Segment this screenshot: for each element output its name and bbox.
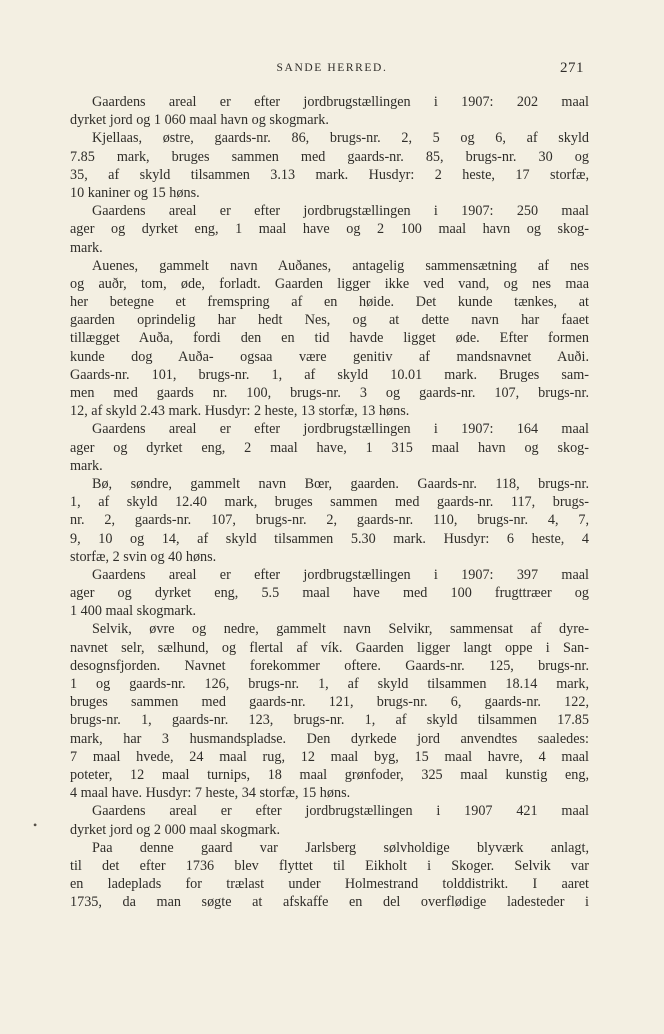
text-line: Gaardens areal er efter jordbrugstællingen i 1907: 164 maal bbox=[92, 421, 589, 438]
text-line: gaarden oprindelig har hedt Nes, og at dette navn har faaet bbox=[70, 312, 589, 329]
text-line: Kjellaas, østre, gaards-nr. 86, brugs-nr. 2, 5 og 6, af skyld bbox=[92, 130, 589, 147]
text-line: ager og dyrket eng, 1 maal have og 2 100 maal havn og skog- bbox=[70, 221, 589, 238]
text-line: dyrket jord og 2 000 maal skogmark. bbox=[70, 821, 281, 838]
text-line: mark, har 3 husmandspladse. Den dyrkede jord anvendtes saaledes: bbox=[70, 730, 589, 747]
text-line: brugs-nr. 1, gaards-nr. 123, brugs-nr. 1, af skyld tilsammen 17.85 bbox=[70, 712, 589, 729]
text-line: Auenes, gammelt navn Auðanes, antagelig sammensætning af nes bbox=[92, 257, 589, 274]
text-line: 12, af skyld 2.43 mark. Husdyr: 2 heste, 13 storfæ, 13 høns. bbox=[70, 403, 410, 420]
text-line: Bø, søndre, gammelt navn Bœr, gaarden. Gaards-nr. 118, brugs-nr. bbox=[92, 475, 589, 492]
text-line: 4 maal have. Husdyr: 7 heste, 34 storfæ, 15 høns. bbox=[70, 785, 351, 802]
text-line: 1 400 maal skogmark. bbox=[70, 603, 197, 620]
text-line: 7 maal hvede, 24 maal rug, 12 maal byg, 15 maal havre, 4 maal bbox=[70, 748, 589, 765]
text-line: Gaardens areal er efter jordbrugstællingen i 1907: 397 maal bbox=[92, 566, 589, 583]
text-line: Gaards-nr. 101, brugs-nr. 1, af skyld 10.01 mark. Bruges sam- bbox=[70, 366, 589, 383]
text-line: Selvik, øvre og nedre, gammelt navn Selvikr, sammensat af dyre- bbox=[92, 621, 589, 638]
text-line: Paa denne gaard var Jarlsberg sølvholdige blyværk anlagt, bbox=[92, 839, 589, 856]
page-number: 271 bbox=[560, 60, 584, 76]
text-line: ager og dyrket eng, 2 maal have, 1 315 maal havn og skog- bbox=[70, 439, 589, 456]
text-line: dyrket jord og 1 060 maal havn og skogmark. bbox=[70, 112, 329, 129]
text-line: Gaardens areal er efter jordbrugstællingen i 1907: 250 maal bbox=[92, 203, 589, 220]
text-line: og auðr, tom, øde, forladt. Gaarden ligger ikke ved vand, og nes maa bbox=[70, 275, 589, 292]
running-head bbox=[0, 60, 664, 80]
text-line: poteter, 12 maal turnips, 18 maal grønfoder, 325 maal kunstig eng, bbox=[70, 766, 589, 783]
text-line: 35, af skyld tilsammen 3.13 mark. Husdyr: 2 heste, 17 storfæ, bbox=[70, 166, 589, 183]
running-title: SANDE HERRED. bbox=[276, 62, 388, 74]
text-line: 1 og gaards-nr. 126, brugs-nr. 1, af skyld tilsammen 18.14 mark, bbox=[70, 676, 589, 692]
text-line: storfæ, 2 svin og 40 høns. bbox=[70, 548, 217, 565]
text-line: en ladeplads for trælast under Holmestrand tolddistrikt. I aaret bbox=[70, 876, 589, 893]
text-line: desognsfjorden. Navnet forekommer oftere. Gaards-nr. 125, brugs-nr. bbox=[70, 657, 589, 674]
text-line: ager og dyrket eng, 5.5 maal have med 100 frugttræer og bbox=[70, 585, 589, 602]
text-line: 7.85 mark, bruges sammen med gaards-nr. 85, brugs-nr. 30 og bbox=[70, 148, 589, 165]
text-line: 10 kaniner og 15 høns. bbox=[70, 184, 200, 201]
body-text bbox=[70, 93, 589, 911]
margin-mark: • bbox=[33, 818, 38, 832]
text-line: 1735, da man søgte at afskaffe en del overflødige ladesteder i bbox=[70, 894, 589, 911]
text-line: men med gaards nr. 100, brugs-nr. 3 og gaards-nr. 107, brugs-nr. bbox=[70, 385, 589, 401]
text-line: til det efter 1736 blev flyttet til Eikholt i Skoger. Selvik var bbox=[70, 857, 589, 874]
text-line: Gaardens areal er efter jordbrugstællingen i 1907 421 maal bbox=[92, 803, 589, 820]
text-line: kunde dog Auða- ogsaa være genitiv af mandsnavnet Auði. bbox=[70, 348, 589, 365]
text-line: tillægget Auða, fordi den en tid havde ligget øde. Efter formen bbox=[70, 330, 589, 347]
text-line: navnet selr, sælhund, og flertal af vík. Gaarden ligger langt oppe i San- bbox=[70, 639, 589, 656]
text-line: bruges sammen med gaards-nr. 121, brugs-nr. 6, gaards-nr. 122, bbox=[70, 694, 589, 711]
text-line: mark. bbox=[70, 239, 103, 256]
text-line: 1, af skyld 12.40 mark, bruges sammen med gaards-nr. 117, brugs- bbox=[70, 494, 589, 511]
text-line: 9, 10 og 14, af skyld tilsammen 5.30 mark. Husdyr: 6 heste, 4 bbox=[70, 530, 589, 547]
text-line: her betegne et fremspring af en høide. Det kunde tænkes, at bbox=[70, 294, 589, 311]
text-line: mark. bbox=[70, 457, 103, 474]
text-line: Gaardens areal er efter jordbrugstællingen i 1907: 202 maal bbox=[92, 94, 589, 110]
text-line: nr. 2, gaards-nr. 107, brugs-nr. 2, gaards-nr. 110, brugs-nr. 4, 7, bbox=[70, 512, 589, 529]
